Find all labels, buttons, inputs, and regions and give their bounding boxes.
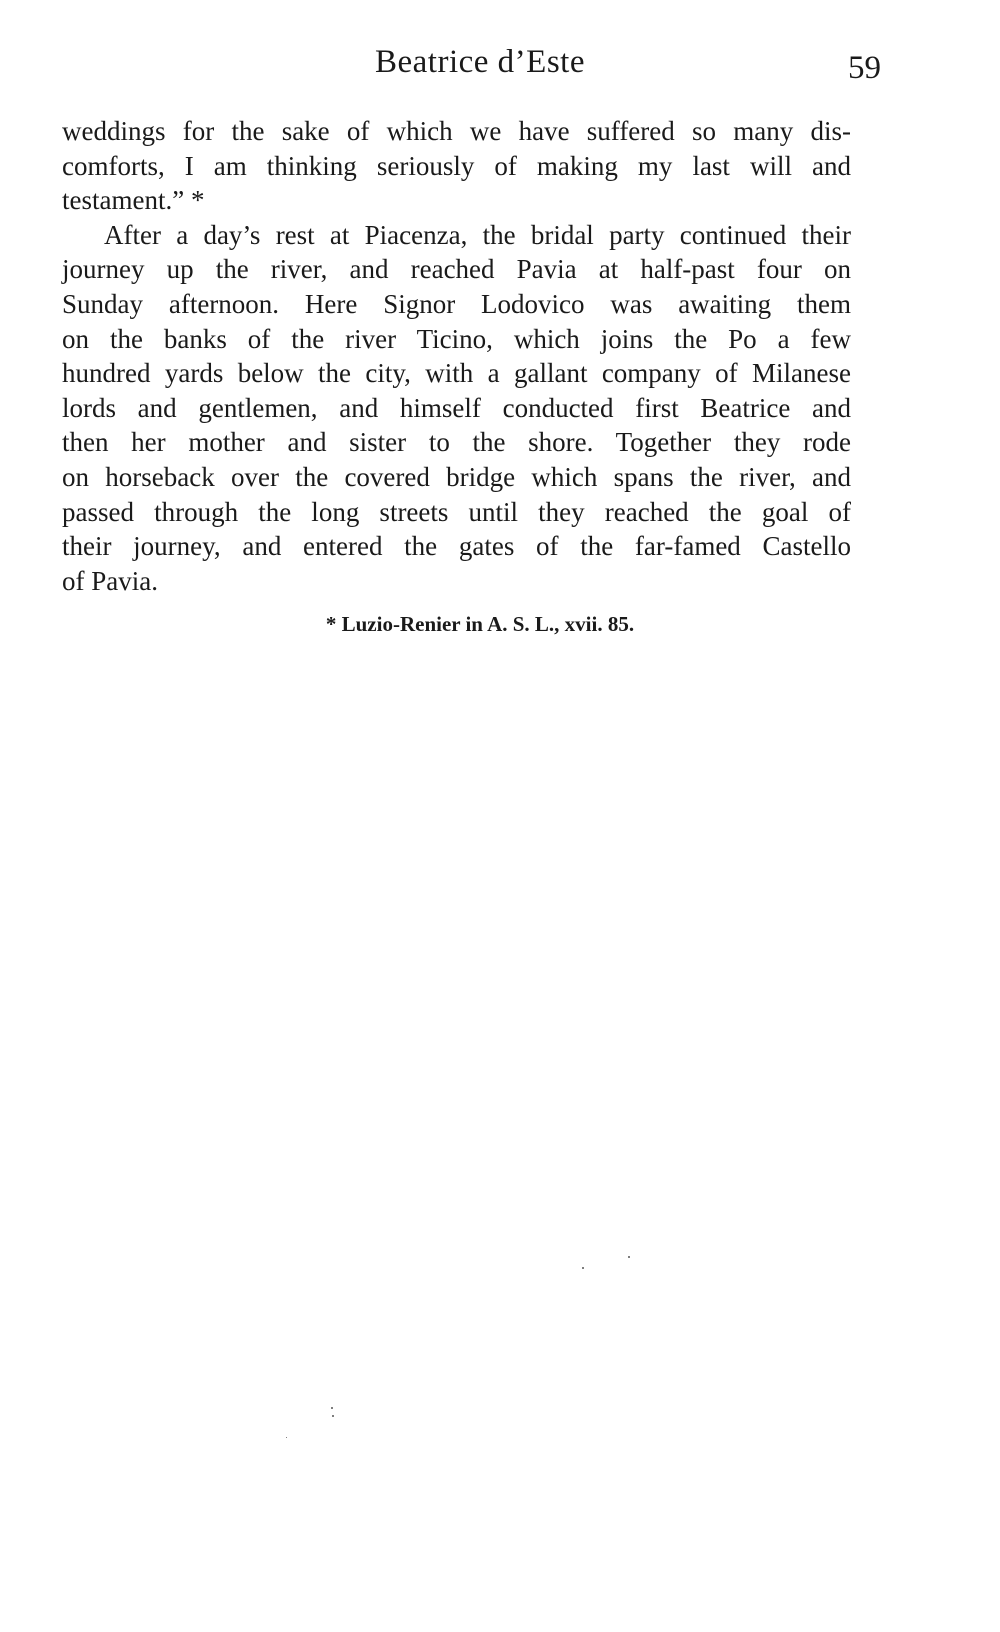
text-line: lords and gentlemen, and himself conducted first Beatrice and — [62, 392, 851, 423]
text-line: journey up the river, and reached Pavia at half-past four on — [62, 254, 851, 285]
footnote: * Luzio-Renier in A. S. L., xvii. 85. — [325, 612, 635, 636]
page-number: 59 — [848, 50, 881, 86]
scan-speck — [628, 1256, 630, 1258]
text-line: on horseback over the covered bridge which spans the river, and — [62, 461, 851, 492]
text-line: weddings for the sake of which we have suffered so many dis- — [62, 116, 851, 146]
scan-speck — [286, 1437, 287, 1438]
text-line: testament.” * — [62, 185, 205, 216]
text-line: comforts, I am thinking seriously of making my last will and — [62, 150, 851, 181]
text-line: Sunday afternoon. Here Signor Lodovico was awaiting them — [62, 288, 851, 319]
running-head — [0, 44, 1000, 94]
scan-speck — [332, 1415, 334, 1417]
text-line: hundred yards below the city, with a gallant company of Milanese — [62, 358, 851, 389]
scan-speck — [331, 1407, 333, 1409]
text-line: on the banks of the river Ticino, which joins the Po a few — [62, 323, 851, 354]
text-line: then her mother and sister to the shore. Together they rode — [62, 427, 851, 458]
scan-speck — [582, 1267, 584, 1269]
body-text — [62, 114, 851, 598]
text-line: passed through the long streets until they reached the goal of — [62, 496, 851, 527]
text-line: their journey, and entered the gates of the far-famed Castello — [62, 531, 851, 562]
paragraph-start-line: After a day’s rest at Piacenza, the bridal party continued their — [104, 219, 851, 250]
text-line: of Pavia. — [62, 565, 158, 596]
running-title: Beatrice d’Este — [375, 44, 585, 80]
